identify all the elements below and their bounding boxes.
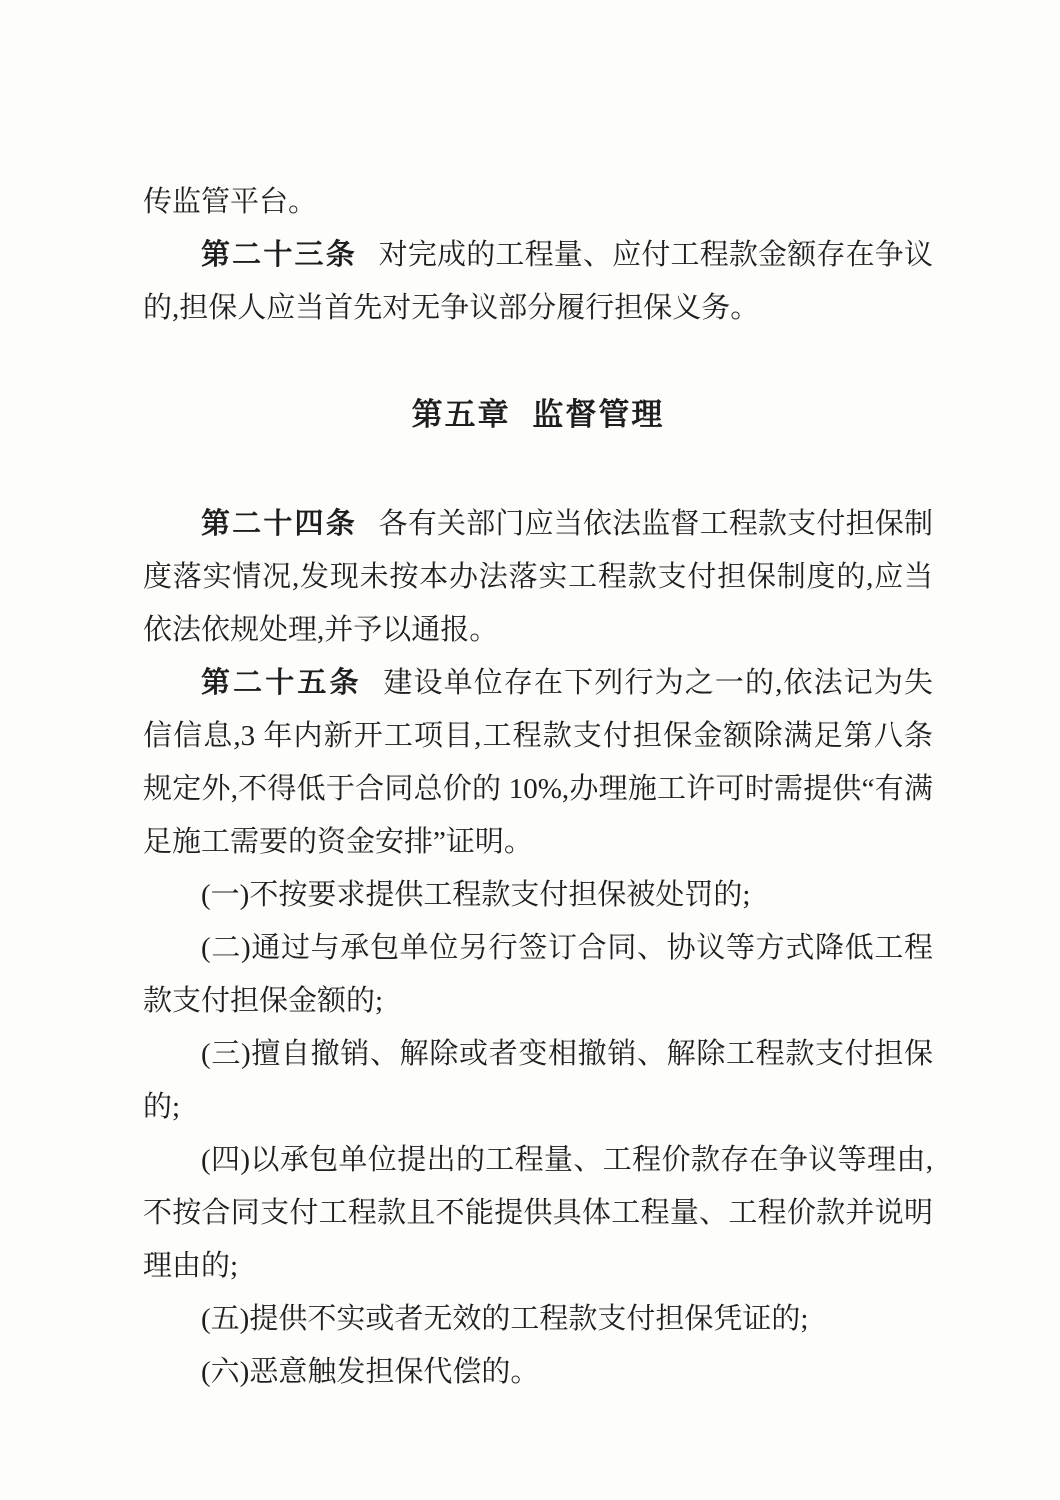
chapter-number: 第五章: [411, 397, 511, 432]
article-24-text: 各有关部门应当依法监督工程款支付担保制度落实情况,发现未按本办法落实工程款支付担保制度的,应当依法依规处理,并予以通报。: [143, 508, 933, 646]
article-24-paragraph: [143, 498, 933, 657]
article-25-paragraph: [143, 657, 933, 869]
chapter-heading: [143, 388, 933, 441]
paragraph-continuation: 传监管平台。: [143, 186, 318, 218]
list-item-3: (三)擅自撤销、解除或者变相撤销、解除工程款支付担保的;: [143, 1038, 933, 1123]
article-23-text: 对完成的工程量、应付工程款金额存在争议的,担保人应当首先对无争议部分履行担保义务。: [143, 239, 933, 324]
list-item-5: (五)提供不实或者无效的工程款支付担保凭证的;: [201, 1303, 809, 1335]
article-23-paragraph: [143, 229, 933, 335]
chapter-title: 监督管理: [532, 397, 665, 432]
list-item-1: (一)不按要求提供工程款支付担保被处罚的;: [201, 879, 751, 911]
article-25-label: 第二十五条: [201, 667, 362, 699]
list-item-4: (四)以承包单位提出的工程量、工程价款存在争议等理由,不按合同支付工程款且不能提供具体工程量、工程价款并说明理由的;: [143, 1144, 933, 1282]
article-25-text: 建设单位存在下列行为之一的,依法记为失信信息,3 年内新开工项目,工程款支付担保金额除满足第八条规定外,不得低于合同总价的 10%,办理施工许可时需提供“有满足施工需要的资金安排”证明。: [143, 667, 933, 858]
list-item-6: (六)恶意触发担保代偿的。: [201, 1356, 540, 1388]
article-23-label: 第二十三条: [201, 239, 357, 271]
list-item-2: (二)通过与承包单位另行签订合同、协议等方式降低工程款支付担保金额的;: [143, 932, 933, 1017]
article-24-label: 第二十四条: [201, 508, 357, 540]
